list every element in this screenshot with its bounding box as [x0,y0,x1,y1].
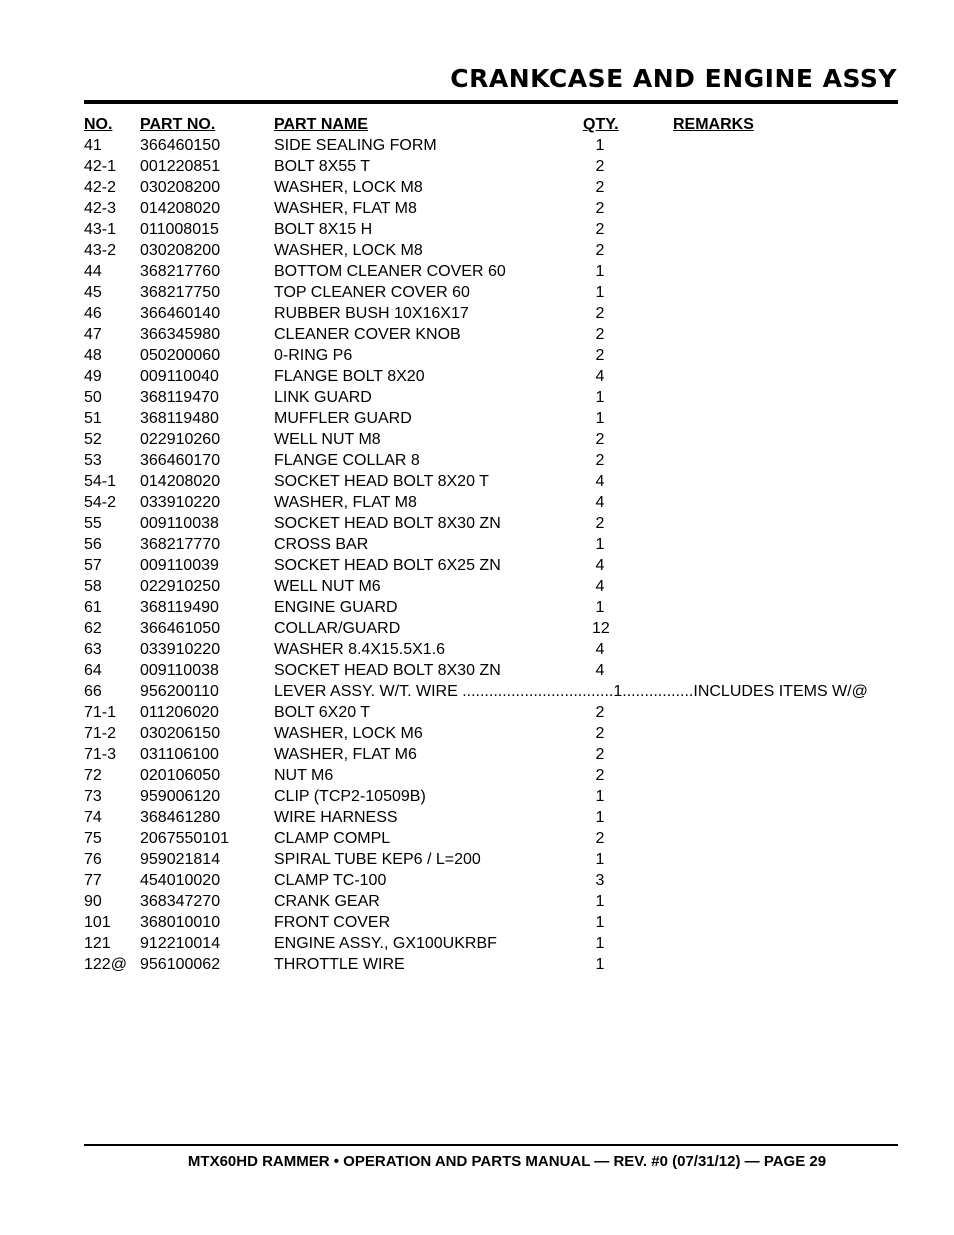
item-number: 47 [84,326,102,343]
part-name: WIRE HARNESS [274,809,398,826]
part-number: 031106100 [140,746,219,763]
quantity: 2 [595,347,605,364]
header-qty: QTY. [583,116,619,133]
item-number: 74 [84,809,102,826]
part-name: NUT M6 [274,767,334,784]
item-number: 63 [84,641,102,658]
table-row [84,261,898,282]
item-number: 52 [84,431,102,448]
quantity: 12 [592,620,610,637]
table-row [84,471,898,492]
part-name: BOLT 6X20 T [274,704,371,721]
part-name: CRANK GEAR [274,893,380,910]
item-number: 46 [84,305,102,322]
part-number: 009110040 [140,368,219,385]
table-row [84,954,898,975]
item-number: 121 [84,935,111,952]
part-number: 033910220 [140,641,221,658]
part-number: 366345980 [140,326,221,343]
part-name: TOP CLEANER COVER 60 [274,284,470,301]
table-row [84,912,898,933]
table-row [84,303,898,324]
table-row [84,513,898,534]
table-row [84,282,898,303]
part-name: SOCKET HEAD BOLT 8X30 ZN [274,662,501,679]
part-name: WELL NUT M8 [274,431,381,448]
table-row [84,807,898,828]
part-name: WASHER, LOCK M8 [274,242,423,259]
part-name: WASHER, FLAT M8 [274,494,417,511]
table-row [84,156,898,177]
title-divider [84,100,898,104]
quantity: 2 [595,767,605,784]
part-number: 366460150 [140,137,221,154]
table-row [84,681,898,702]
table-row [84,618,898,639]
part-number: 020106050 [140,767,221,784]
item-number: 71-2 [84,725,117,742]
table-row [84,576,898,597]
table-row [84,870,898,891]
quantity: 4 [595,578,605,595]
part-number: 956100062 [140,956,221,973]
item-number: 42-2 [84,179,117,196]
table-row [84,597,898,618]
part-name: CLEANER COVER KNOB [274,326,461,343]
part-number: 022910260 [140,431,221,448]
part-number: 366460170 [140,452,221,469]
part-number: 009110039 [140,557,219,574]
part-name: MUFFLER GUARD [274,410,412,427]
quantity: 1 [595,893,605,910]
table-row [84,429,898,450]
quantity: 2 [595,725,605,742]
item-number: 43-1 [84,221,117,238]
part-number: 014208020 [140,473,221,490]
part-number: 050200060 [140,347,221,364]
part-name: FLANGE COLLAR 8 [274,452,420,469]
table-header-row [84,114,898,135]
part-number: 956200110 [140,683,219,700]
quantity: 4 [595,662,605,679]
item-number: 90 [84,893,102,910]
quantity: 4 [595,641,605,658]
part-number: 033910220 [140,494,221,511]
table-row [84,849,898,870]
quantity: 2 [595,200,605,217]
item-number: 61 [84,599,102,616]
quantity: 1 [595,599,605,616]
item-number: 75 [84,830,102,847]
part-name: CLAMP TC-100 [274,872,387,889]
part-number: 912210014 [140,935,221,952]
item-number: 73 [84,788,102,805]
quantity: 2 [595,326,605,343]
quantity: 2 [595,158,605,175]
quantity: 4 [595,557,605,574]
quantity: 1 [595,935,605,952]
quantity: 1 [595,914,605,931]
item-number: 62 [84,620,102,637]
part-name: ENGINE ASSY., GX100UKRBF [274,935,497,952]
item-number: 42-1 [84,158,117,175]
item-number: 122@ [84,956,127,973]
item-number: 42-3 [84,200,117,217]
part-name: BOLT 8X15 H [274,221,373,238]
quantity: 2 [595,452,605,469]
item-number: 101 [84,914,111,931]
quantity: 1 [595,263,605,280]
table-row [84,240,898,261]
item-number: 77 [84,872,102,889]
item-number: 51 [84,410,102,427]
page-footer: MTX60HD RAMMER • OPERATION AND PARTS MANUAL — REV. #0 (07/31/12) — PAGE 29 [187,1153,827,1170]
table-row [84,744,898,765]
item-number: 44 [84,263,102,280]
quantity: 2 [595,305,605,322]
item-number: 53 [84,452,102,469]
part-number: 368217760 [140,263,221,280]
part-name: ENGINE GUARD [274,599,398,616]
parts-table [84,114,898,975]
item-number: 48 [84,347,102,364]
table-row [84,765,898,786]
part-number: 2067550101 [140,830,229,847]
item-number: 54-2 [84,494,117,511]
part-number: 959021814 [140,851,221,868]
part-number: 366461050 [140,620,221,637]
part-name-with-remarks: LEVER ASSY. W/T. WIRE ..................................1................INCLUDES ITEMS W/@ [274,683,868,700]
header-part-name: PART NAME [274,116,368,133]
part-number: 011008015 [140,221,219,238]
quantity: 1 [595,536,605,553]
part-number: 030206150 [140,725,221,742]
part-name: WASHER, LOCK M8 [274,179,423,196]
item-number: 58 [84,578,102,595]
quantity: 4 [595,494,605,511]
part-name: RUBBER BUSH 10X16X17 [274,305,469,322]
quantity: 1 [595,137,605,154]
quantity: 4 [595,368,605,385]
part-name: THROTTLE WIRE [274,956,405,973]
table-row [84,786,898,807]
item-number: 50 [84,389,102,406]
item-number: 72 [84,767,102,784]
part-number: 368119470 [140,389,219,406]
page-title: CRANKCASE AND ENGINE ASSY [450,64,897,93]
part-number: 001220851 [140,158,221,175]
quantity: 2 [595,515,605,532]
quantity: 1 [595,284,605,301]
quantity: 1 [595,956,605,973]
quantity: 2 [595,431,605,448]
quantity: 4 [595,473,605,490]
part-name: COLLAR/GUARD [274,620,401,637]
part-name: FLANGE BOLT 8X20 [274,368,425,385]
part-number: 011206020 [140,704,219,721]
quantity: 2 [595,746,605,763]
part-name: BOTTOM CLEANER COVER 60 [274,263,506,280]
table-row [84,660,898,681]
quantity: 3 [595,872,605,889]
part-number: 368119490 [140,599,219,616]
part-name: CLAMP COMPL [274,830,391,847]
part-name: CLIP (TCP2-10509B) [274,788,426,805]
part-number: 454010020 [140,872,221,889]
quantity: 1 [595,809,605,826]
part-number: 366460140 [140,305,221,322]
part-name: BOLT 8X55 T [274,158,371,175]
table-row [84,408,898,429]
table-row [84,828,898,849]
part-number: 022910250 [140,578,221,595]
table-row [84,387,898,408]
table-row [84,450,898,471]
part-number: 368461280 [140,809,221,826]
item-number: 71-1 [84,704,117,721]
part-number: 368119480 [140,410,219,427]
part-name: SOCKET HEAD BOLT 8X30 ZN [274,515,501,532]
part-name: SIDE SEALING FORM [274,137,437,154]
table-row [84,555,898,576]
part-number: 368217750 [140,284,221,301]
part-name: WASHER, LOCK M6 [274,725,423,742]
part-name: SOCKET HEAD BOLT 6X25 ZN [274,557,501,574]
quantity: 2 [595,179,605,196]
part-name: SPIRAL TUBE KEP6 / L=200 [274,851,481,868]
table-row [84,639,898,660]
table-row [84,198,898,219]
part-name: WASHER, FLAT M8 [274,200,417,217]
part-name: LINK GUARD [274,389,372,406]
header-remarks: REMARKS [673,116,754,133]
part-number: 959006120 [140,788,221,805]
item-number: 64 [84,662,102,679]
footer-divider [84,1144,898,1146]
item-number: 54-1 [84,473,117,490]
table-row [84,219,898,240]
part-number: 009110038 [140,515,219,532]
item-number: 43-2 [84,242,117,259]
quantity: 1 [595,389,605,406]
part-name: WASHER 8.4X15.5X1.6 [274,641,446,658]
part-number: 030208200 [140,242,221,259]
quantity: 2 [595,242,605,259]
table-row [84,324,898,345]
quantity: 2 [595,221,605,238]
item-number: 49 [84,368,102,385]
item-number: 71-3 [84,746,117,763]
part-name: WASHER, FLAT M6 [274,746,417,763]
quantity: 1 [595,410,605,427]
quantity: 2 [595,830,605,847]
item-number: 76 [84,851,102,868]
item-number: 45 [84,284,102,301]
quantity: 1 [595,788,605,805]
quantity: 2 [595,704,605,721]
table-row [84,723,898,744]
table-row [84,891,898,912]
table-row [84,702,898,723]
item-number: 66 [84,683,102,700]
part-number: 368010010 [140,914,221,931]
quantity: 1 [595,851,605,868]
part-number: 014208020 [140,200,221,217]
part-name: WELL NUT M6 [274,578,381,595]
item-number: 57 [84,557,102,574]
item-number: 41 [84,137,102,154]
part-name: FRONT COVER [274,914,391,931]
item-number: 56 [84,536,102,553]
part-number: 030208200 [140,179,221,196]
table-row [84,366,898,387]
table-row [84,345,898,366]
table-row [84,177,898,198]
table-row [84,933,898,954]
part-number: 009110038 [140,662,219,679]
table-row [84,492,898,513]
part-name: SOCKET HEAD BOLT 8X20 T [274,473,489,490]
header-part-no: PART NO. [140,116,216,133]
part-name: CROSS BAR [274,536,369,553]
part-number: 368347270 [140,893,221,910]
item-number: 55 [84,515,102,532]
part-name: 0-RING P6 [274,347,353,364]
table-body [84,135,898,975]
table-row [84,135,898,156]
part-number: 368217770 [140,536,221,553]
header-no: NO. [84,116,113,133]
table-row [84,534,898,555]
